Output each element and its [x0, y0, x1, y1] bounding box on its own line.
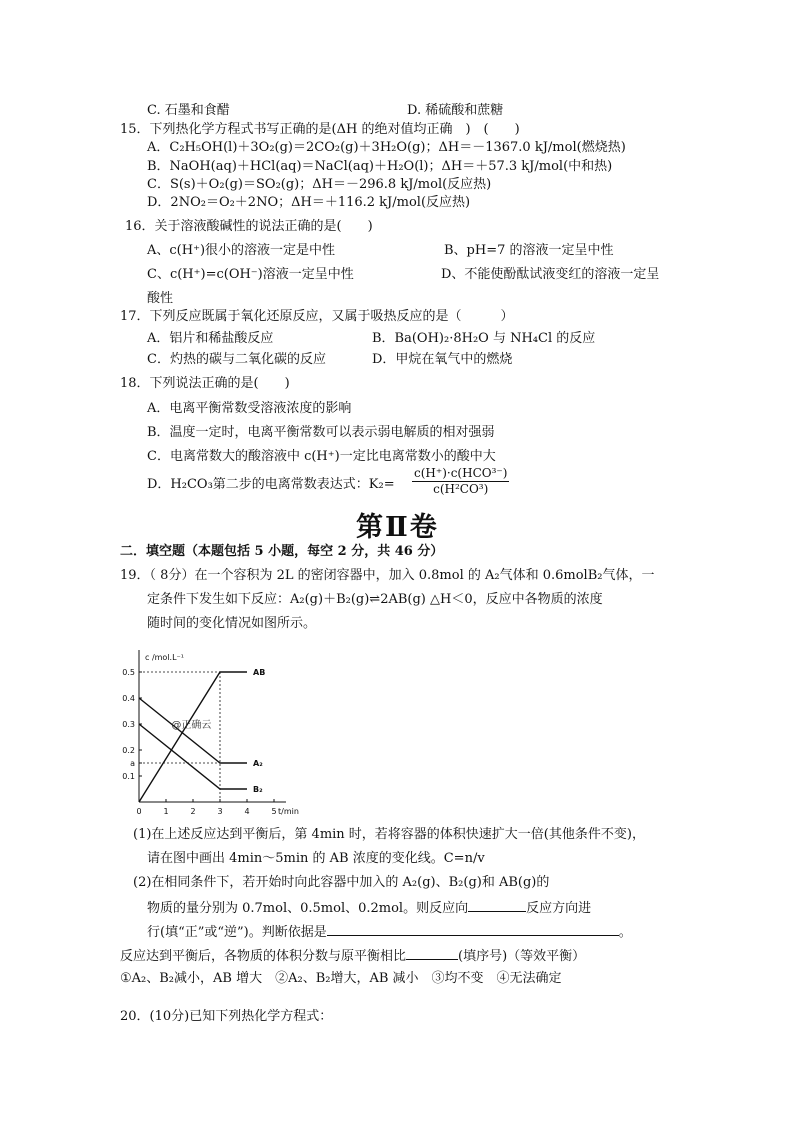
series-label-a2: A₂ — [253, 759, 263, 768]
q15-option-d: D．2NO₂＝O₂＋2NO；ΔH＝＋116.2 kJ/mol(反应热) — [147, 195, 471, 210]
q19-sub2-line2 — [147, 899, 591, 917]
q19-line1: 19．（ 8分）在一个容积为 2L 的密闭容器中，加入 0.8mol 的 A₂气体和 0.6molB₂气体，一 — [120, 568, 655, 583]
y-tick-label: 0.5 — [122, 668, 135, 677]
q19-choices: ①A₂、B₂减小，AB 增大 ②A₂、B₂增大，AB 减小 ③均不变 ④无法确定 — [120, 971, 562, 986]
k2-fraction — [412, 466, 509, 497]
concentration-time-chart — [116, 640, 356, 820]
q18-option-b: B．温度一定时，电离平衡常数可以表示弱电解质的相对强弱 — [147, 425, 495, 440]
q16-option-b: B、pH=7 的溶液一定呈中性 — [444, 243, 614, 258]
k2-numerator: c(H⁺)·c(HCO³⁻) — [414, 466, 508, 480]
y-tick-label: 0.2 — [122, 746, 135, 755]
q17-option-c: C．灼热的碳与二氧化碳的反应 — [147, 352, 326, 367]
x-tick-label: 1 — [163, 807, 169, 816]
y-tick-label-a: a — [130, 759, 135, 768]
reason-blank[interactable] — [327, 923, 619, 936]
q14-option-c: C. 石墨和食醋 — [147, 103, 230, 118]
q20-stem: 20．(10分)已知下列热化学方程式： — [120, 1009, 333, 1024]
q19-sub1-line2: 请在图中画出 4min～5min 的 AB 浓度的变化线。C=n/v — [147, 851, 485, 866]
q19-sub2-text-a: 物质的量分别为 0.7mol、0.5mol、0.2mol。则反应向 — [147, 901, 469, 916]
q17-option-a: A．铝片和稀盐酸反应 — [147, 331, 274, 346]
q16-stem: 16．关于溶液酸碱性的说法正确的是( ) — [125, 219, 373, 234]
q19-line3: 随时间的变化情况如图所示。 — [147, 616, 317, 631]
q15-stem: 15．下列热化学方程式书写正确的是(ΔH 的绝对值均正确 ) ( ) — [120, 122, 520, 137]
section-title: 第Ⅱ卷 — [356, 512, 439, 543]
q19-sub2-text-e: 反应达到平衡后，各物质的体积分数与原平衡相比 — [120, 949, 407, 964]
q15-option-b: B．NaOH(aq)＋HCl(aq)＝NaCl(aq)＋H₂O(l)；ΔH＝＋57.3 kJ/mol(中和热) — [147, 159, 613, 174]
q16-option-c: C、c(H⁺)=c(OH⁻)溶液一定呈中性 — [147, 267, 354, 282]
k2-denominator: c(H²CO³) — [433, 482, 489, 496]
q17-option-b: B．Ba(OH)₂·8H₂O 与 NH₄Cl 的反应 — [372, 331, 596, 346]
y-axis-label: c /mol.L⁻¹ — [145, 653, 184, 662]
x-tick-label: 2 — [190, 807, 196, 816]
y-tick-label: 0.3 — [122, 720, 135, 729]
series-label-ab: AB — [253, 668, 266, 677]
series-line-b2 — [139, 724, 247, 789]
part2-heading: 二．填空题（本题包括 5 小题，每空 2 分，共 46 分） — [120, 544, 444, 559]
q19-sub2-text-b: 反应方向进 — [526, 901, 592, 916]
q17-stem: 17．下列反应既属于氧化还原反应，又属于吸热反应的是（ ） — [120, 309, 514, 324]
q19-sub2-line3 — [147, 923, 632, 941]
x-tick-label: 5 — [271, 807, 277, 816]
q16-option-d-cont: 酸性 — [147, 291, 174, 306]
y-tick-label: 0.1 — [122, 772, 135, 781]
q19-sub2-text-c: 行(填“正”或“逆”)。判断依据是 — [147, 925, 327, 940]
x-tick-label: 0 — [136, 807, 142, 816]
direction-blank[interactable] — [468, 899, 526, 912]
q19-sub1-line1: (1)在上述反应达到平衡后，第 4min 时，若将容器的体积快速扩大一倍(其他条件不变)， — [133, 827, 645, 842]
q15-option-c: C．S(s)＋O₂(g)＝SO₂(g)；ΔH＝－296.8 kJ/mol(反应热) — [147, 177, 492, 192]
watermark-annotation: @正确云 — [171, 720, 212, 731]
q19-sub2-text-d: 。 — [618, 925, 632, 940]
q16-option-a: A、c(H⁺)很小的溶液一定是中性 — [147, 243, 336, 258]
q18-stem: 18．下列说法正确的是( ) — [120, 376, 290, 391]
q19-line2: 定条件下发生如下反应：A₂(g)＋B₂(g)⇌2AB(g) △H＜0，反应中各物质的浓度 — [147, 592, 603, 607]
x-tick-label: 3 — [217, 807, 223, 816]
q18-option-d: D．H₂CO₃第二步的电离常数表达式：K₂= — [147, 477, 395, 492]
y-tick-label: 0.4 — [122, 694, 135, 703]
q19-sub2-line1: (2)在相同条件下，若开始时向此容器中加入的 A₂(g)、B₂(g)和 AB(g)的 — [133, 875, 550, 890]
series-label-b2: B₂ — [253, 785, 263, 794]
answer-blank[interactable] — [406, 947, 458, 960]
q15-option-a: A．C₂H₅OH(l)＋3O₂(g)＝2CO₂(g)＋3H₂O(g)；ΔH＝－1367.0 kJ/mol(燃烧热) — [147, 140, 626, 155]
q14-option-d: D. 稀硫酸和蔗糖 — [407, 103, 504, 118]
q18-option-a: A．电离平衡常数受溶液浓度的影响 — [147, 401, 352, 416]
q19-sub2-text-f: (填序号)（等效平衡） — [458, 949, 586, 964]
q17-option-d: D．甲烷在氧气中的燃烧 — [372, 352, 513, 367]
x-axis-label: t/min — [278, 807, 299, 816]
q18-option-c: C．电离常数大的酸溶液中 c(H⁺)一定比电离常数小的酸中大 — [147, 449, 496, 464]
q16-option-d: D、不能使酚酞试液变红的溶液一定呈 — [441, 267, 660, 282]
q19-sub2-line4 — [120, 947, 585, 965]
x-tick-label: 4 — [244, 807, 250, 816]
